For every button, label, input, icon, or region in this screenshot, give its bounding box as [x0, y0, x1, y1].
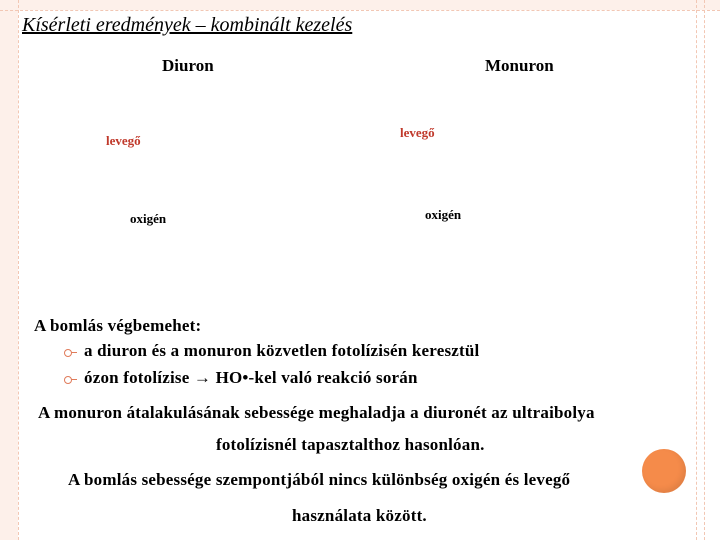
- guide-line: [18, 0, 19, 540]
- bullet-item: [64, 368, 418, 388]
- diuron-series-oxygen-label: oxigén: [130, 211, 167, 226]
- slide-title: Kísérleti eredmények – kombinált kezelés: [22, 14, 353, 36]
- chart-title-diuron: Diuron: [162, 56, 214, 75]
- chart-title-monuron: Monuron: [485, 56, 554, 75]
- bullet-icon: [64, 348, 78, 356]
- intro-text: A bomlás végbemehet:: [34, 316, 202, 335]
- bullet-item: [64, 341, 479, 361]
- decorative-circle: [642, 449, 686, 493]
- guide-line: [704, 0, 705, 540]
- arrow-right-icon: →: [193, 368, 212, 387]
- paragraph-line: fotolízisnél tapasztalthoz hasonlóan.: [216, 435, 485, 454]
- guide-line: [696, 0, 697, 540]
- bullet-icon: [64, 375, 78, 383]
- guide-line: [0, 10, 720, 11]
- monuron-series-oxygen-label: oxigén: [425, 207, 462, 222]
- paragraph-line: használata között.: [292, 506, 427, 525]
- slide-left-band: [0, 0, 18, 540]
- slide-top-band: [0, 0, 720, 10]
- diuron-series-air-label: levegő: [106, 133, 141, 148]
- bullet-text-continued: HO•-kel való reakció során: [215, 368, 418, 387]
- bullet-text: a diuron és a monuron közvetlen fotolízisén keresztül: [84, 341, 480, 360]
- paragraph-line: A monuron átalakulásának sebessége meghaladja a diuronét az ultraibolya: [38, 403, 595, 422]
- bullet-text: ózon fotolízise: [84, 368, 190, 387]
- monuron-series-air-label: levegő: [400, 125, 435, 140]
- paragraph-line: A bomlás sebessége szempontjából nincs különbség oxigén és levegő: [68, 470, 571, 489]
